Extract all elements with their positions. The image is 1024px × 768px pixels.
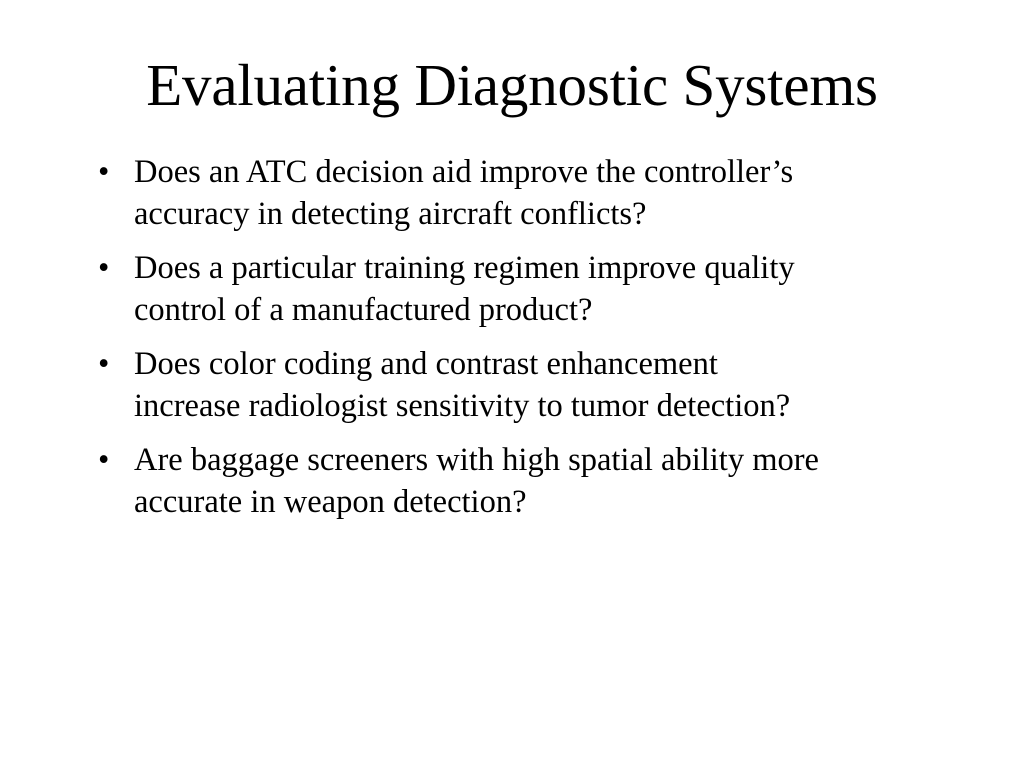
- bullet-item: [98, 439, 998, 523]
- bullet-icon: •: [98, 346, 110, 382]
- bullet-icon: •: [98, 154, 110, 190]
- bullet-item: [98, 343, 998, 427]
- bullet-text-line: Are baggage screeners with high spatial ability more: [134, 442, 819, 478]
- bullet-text-line: increase radiologist sensitivity to tumor detection?: [134, 388, 791, 424]
- bullet-icon: •: [98, 250, 110, 286]
- bullet-text-line: Does an ATC decision aid improve the controller’s: [134, 154, 794, 190]
- bullet-item: [98, 247, 998, 331]
- bullet-text-line: accuracy in detecting aircraft conflicts?: [134, 196, 647, 232]
- bullet-text-line: Does color coding and contrast enhancement: [134, 346, 718, 382]
- slide-title: Evaluating Diagnostic Systems: [146, 52, 878, 118]
- bullet-text-line: Does a particular training regimen improve quality: [134, 250, 795, 286]
- bullet-icon: •: [98, 442, 110, 478]
- bullet-text-line: accurate in weapon detection?: [134, 484, 527, 520]
- bullet-item: [98, 151, 998, 235]
- bullet-list: [98, 151, 998, 535]
- bullet-text-line: control of a manufactured product?: [134, 292, 593, 328]
